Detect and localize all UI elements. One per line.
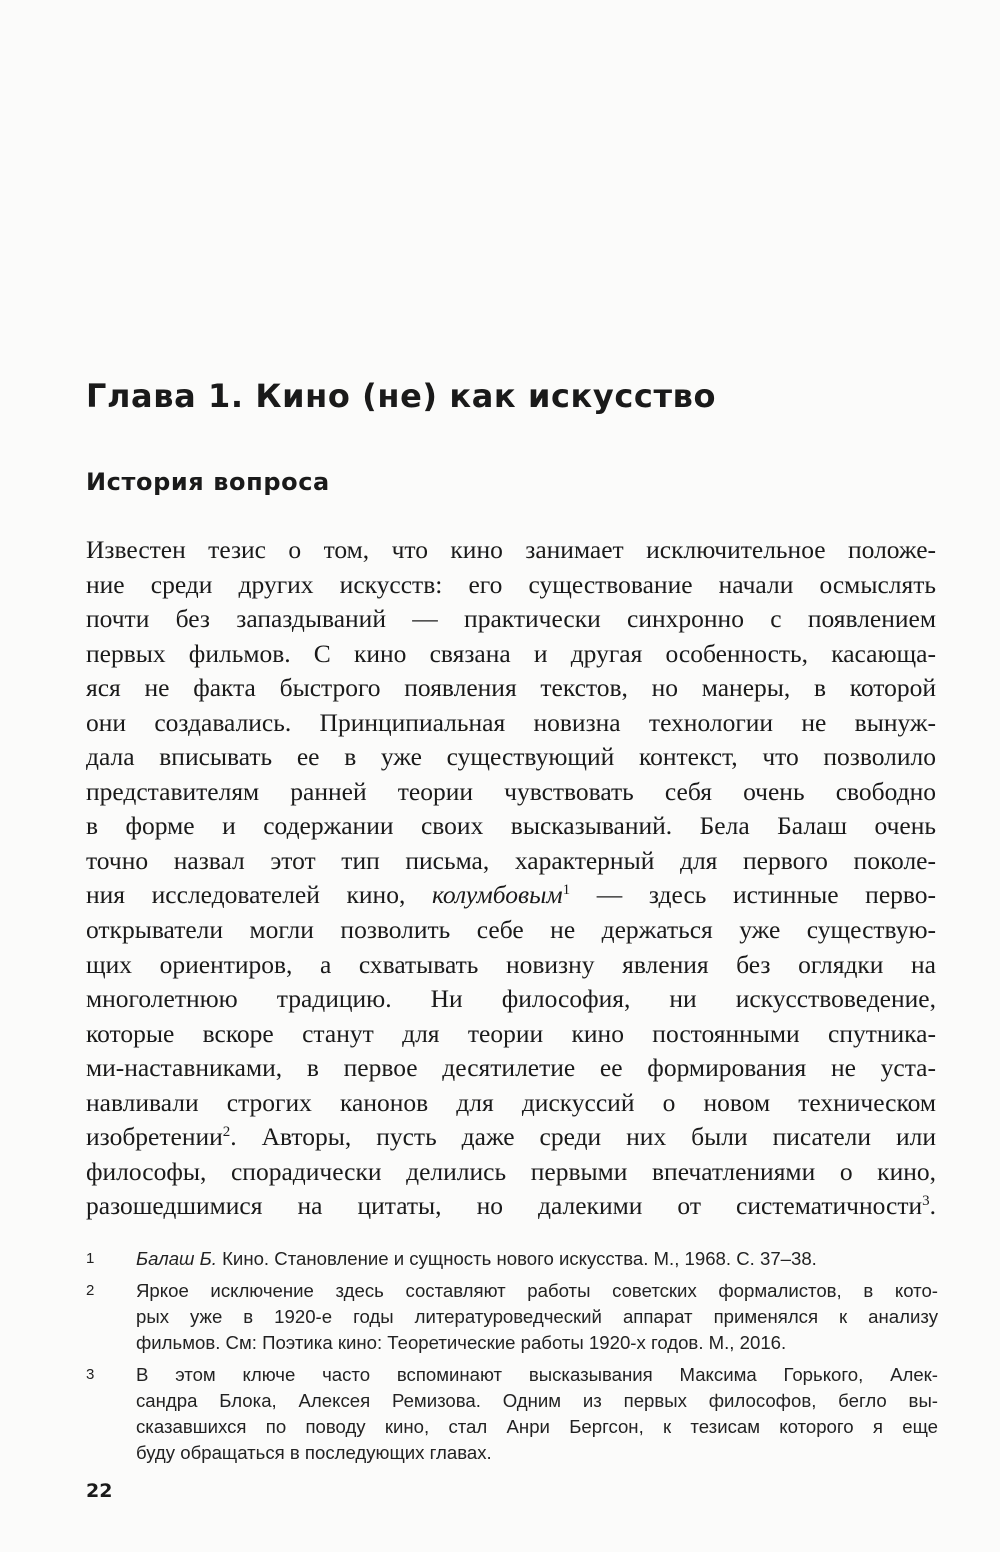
body-line xyxy=(86,1189,936,1224)
footnote-text: Кино. Становление и сущность нового искусства. М., 1968. С. 37–38. xyxy=(216,1248,817,1269)
footnote-line: фильмов. См: Поэтика кино: Теоретические работы 1920-х годов. М., 2016. xyxy=(136,1332,787,1353)
footnote-line: В этом ключе часто вспоминают высказывания Максима Горького, Алек- xyxy=(136,1364,938,1385)
section-title: История вопроса xyxy=(86,468,330,496)
body-line: щих ориентиров, а схватывать новизну явления без оглядки на xyxy=(86,949,936,979)
body-line: дала вписывать ее в уже существующий контекст, что позволило xyxy=(86,742,936,772)
body-line xyxy=(86,1120,936,1155)
italic-term: колумбовым xyxy=(431,880,563,910)
footnote-author: Балаш Б. xyxy=(136,1248,217,1269)
body-line: яся не факта быстрого появления текстов, но манеры, в которой xyxy=(86,673,936,703)
footnote-number: 1 xyxy=(86,1250,95,1267)
footnote-line xyxy=(136,1246,938,1272)
body-line: которые вскоре станут для теории кино постоянными спутника- xyxy=(86,1018,936,1048)
body-text-span: . Авторы, пусть даже среди них были писатели или xyxy=(230,1122,936,1152)
footnote-3 xyxy=(86,1362,938,1466)
footnote-line: рых уже в 1920-е годы литературоведческий аппарат применялся к анализу xyxy=(136,1306,938,1327)
body-line: многолетнюю традицию. Ни философия, ни искусствоведение, xyxy=(86,984,936,1014)
body-line: почти без запаздываний — практически синхронно с появлением xyxy=(86,604,936,634)
footnote-line: сандра Блока, Алексея Ремизова. Одним из первых философов, бегло вы- xyxy=(136,1390,938,1411)
footnote-line: буду обращаться в последующих главах. xyxy=(136,1442,492,1463)
footnote-1 xyxy=(86,1246,938,1272)
body-line: ние среди других искусств: его существование начали осмыслять xyxy=(86,569,936,599)
body-line: они создавались. Принципиальная новизна технологии не вынуж- xyxy=(86,707,936,737)
body-text-span: ния исследователей кино, xyxy=(86,880,432,910)
body-line xyxy=(86,878,936,913)
body-line: открыватели могли позволить себе не держаться уже существую- xyxy=(86,915,936,945)
body-line: ми-наставниками, в первое десятилетие ее формирования не уста- xyxy=(86,1053,936,1083)
footnote-line: Яркое исключение здесь составляют работы советских формалистов, в кото- xyxy=(136,1280,938,1301)
body-paragraph xyxy=(86,533,936,1224)
page-number: 22 xyxy=(86,1480,113,1502)
footnote-reference[interactable]: 3 xyxy=(922,1193,930,1210)
body-text-span: — здесь истинные перво- xyxy=(570,880,936,910)
footnote-number: 3 xyxy=(86,1366,95,1383)
body-line: представителям ранней теории чувствовать себя очень свободно xyxy=(86,776,936,806)
body-line: навливали строгих канонов для дискуссий о новом техническом xyxy=(86,1087,936,1117)
body-text-span: разошедшимися на цитаты, но далекими от систематичности xyxy=(86,1191,923,1221)
chapter-title: Глава 1. Кино (не) как искусство xyxy=(86,377,717,415)
body-line: Известен тезис о том, что кино занимает исключительное положе- xyxy=(86,535,936,564)
footnotes xyxy=(86,1246,938,1472)
body-line: философы, спорадически делились первыми впечатлениями о кино, xyxy=(86,1156,936,1186)
body-line: точно назвал этот тип письма, характерный для первого поколе- xyxy=(86,845,936,875)
footnote-number: 2 xyxy=(86,1282,95,1299)
footnote-2 xyxy=(86,1278,938,1356)
body-text-span: изобретении xyxy=(86,1122,223,1152)
body-line: в форме и содержании своих высказываний. Бела Балаш очень xyxy=(86,811,936,841)
body-line: первых фильмов. С кино связана и другая особенность, касающа- xyxy=(86,638,936,668)
footnote-reference[interactable]: 2 xyxy=(222,1124,231,1141)
body-text-span: . xyxy=(929,1191,936,1221)
footnote-reference[interactable]: 1 xyxy=(562,882,571,899)
footnote-line: сказавшихся по поводу кино, стал Анри Бергсон, к тезисам которого я еще xyxy=(136,1416,938,1437)
